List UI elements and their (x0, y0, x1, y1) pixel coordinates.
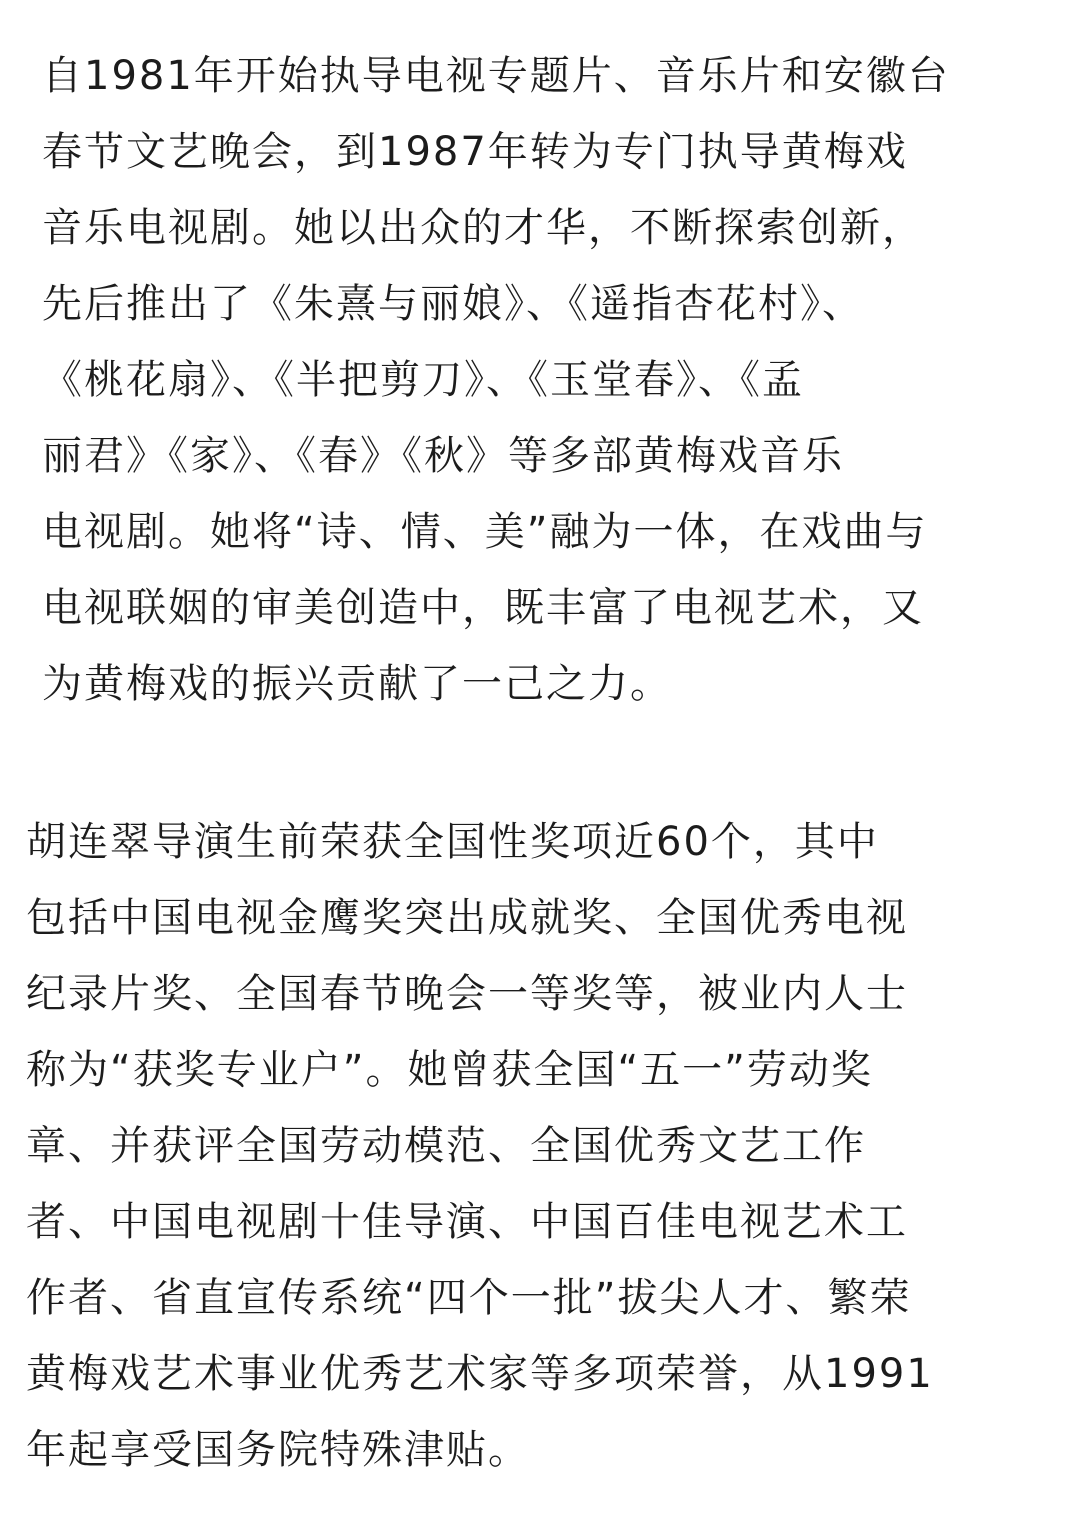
text-line: 黄梅戏艺术事业优秀艺术家等多项荣誉，从1991 (26, 1351, 934, 1397)
text-line: 包括中国电视金鹰奖突出成就奖、全国优秀电视 (26, 895, 908, 941)
text-line: 胡连翠导演生前荣获全国性奖项近60个，其中 (26, 819, 879, 865)
text-line: 年起享受国务院特殊津贴。 (26, 1427, 530, 1473)
text-line: 者、中国电视剧十佳导演、中国百佳电视艺术工 (26, 1199, 908, 1245)
text-line: 为黄梅戏的振兴贡献了一己之力。 (42, 661, 672, 707)
text-line: 章、并获评全国劳动模范、全国优秀文艺工作 (26, 1123, 866, 1169)
text-line: 作者、省直宣传系统“四个一批”拔尖人才、繁荣 (26, 1275, 912, 1321)
text-line: 音乐电视剧。她以出众的才华，不断探索创新， (42, 205, 924, 251)
text-line: 称为“获奖专业户”。她曾获全国“五一”劳动奖 (26, 1047, 873, 1093)
paragraph-awards (26, 804, 934, 1488)
text-line: 纪录片奖、全国春节晚会一等奖等，被业内人士 (26, 971, 908, 1017)
text-line: 丽君》《家》、《春》《秋》等多部黄梅戏音乐 (42, 433, 844, 479)
text-line: 先后推出了《朱熹与丽娘》、《遥指杏花村》、 (42, 281, 864, 327)
text-line: 春节文艺晚会，到1987年转为专门执导黄梅戏 (42, 129, 908, 175)
text-line: 电视联姻的审美创造中，既丰富了电视艺术，又 (42, 585, 924, 631)
paragraph-career (42, 38, 950, 722)
text-line: 电视剧。她将“诗、情、美”融为一体，在戏曲与 (42, 509, 928, 555)
text-line: 自1981年开始执导电视专题片、音乐片和安徽台 (42, 53, 950, 99)
text-line: 《桃花扇》、《半把剪刀》、《玉堂春》、《孟 (42, 357, 804, 403)
